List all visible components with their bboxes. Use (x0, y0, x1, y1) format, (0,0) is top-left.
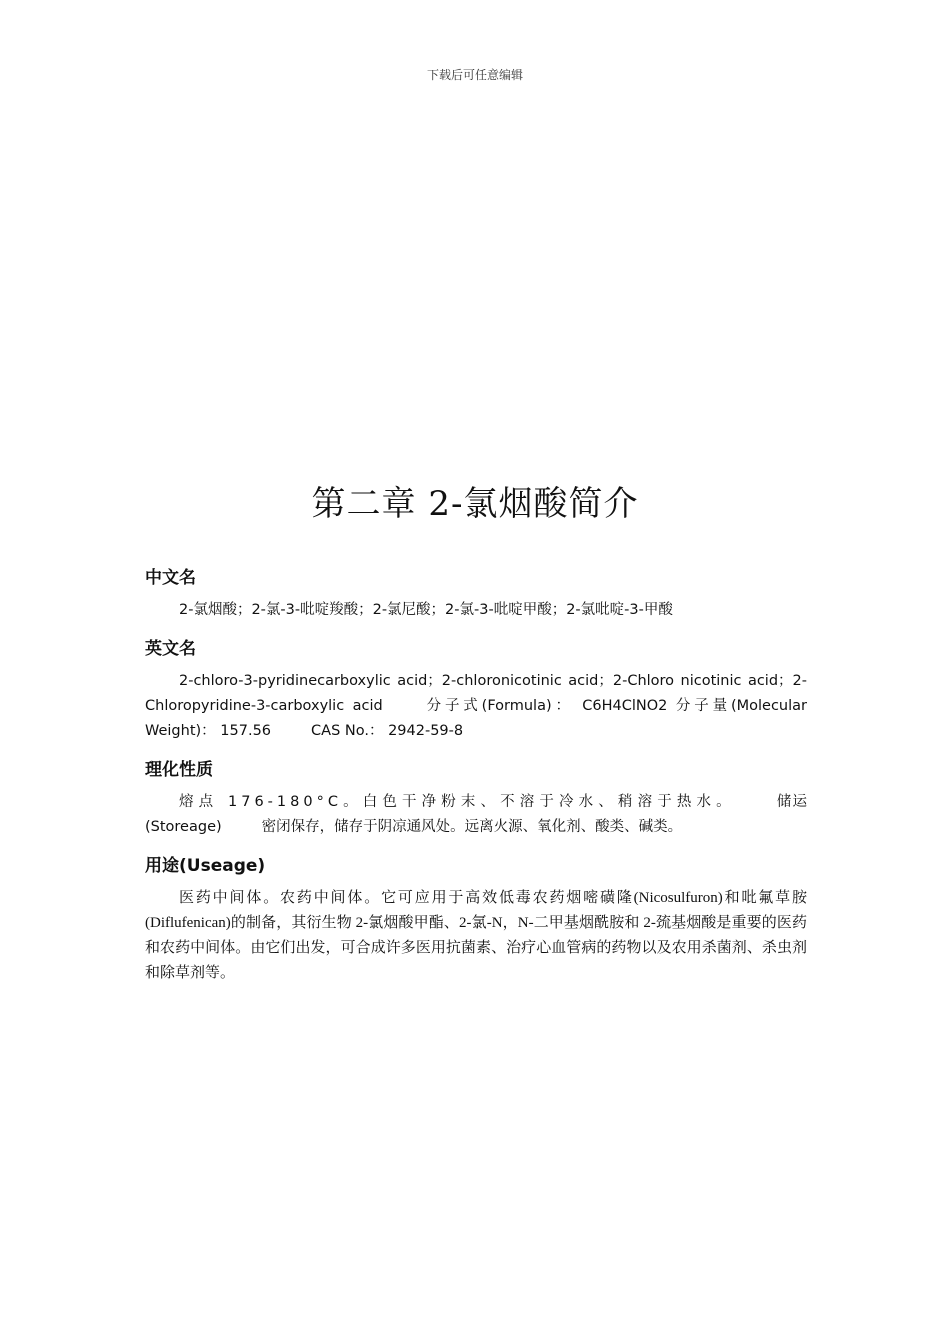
chapter-title: 第二章 2-氯烟酸简介 (311, 484, 639, 524)
page-header: 下载后可任意编辑 (426, 68, 523, 82)
formula-text: 分子式(Formula)： C6H4ClNO2 (422, 698, 668, 714)
document-body (145, 566, 807, 1000)
usage-text: 医药中间体。农药中间体。它可应用于高效低毒农药烟嘧磺隆(Nicosulfuron)和吡氟草胺(Diflufenican)的制备，其衍生物 2-氯烟酸甲酯、2-氯-N，N-二甲基烟酰胺和 2-巯基烟酸是重要的医药和农药中间体。由它们出发，可合成许多医用抗菌素、治疗心血管病的药物以及农用杀菌剂、杀虫剂和除草剂等。 (145, 890, 807, 981)
section-heading-properties: 理化性质 (145, 760, 213, 780)
section-heading-english-name: 英文名 (145, 639, 196, 659)
storage-label: 储运(Storeage) (145, 794, 807, 835)
section-heading-chinese-name: 中文名 (145, 568, 196, 588)
molecular-weight-text: 分子量(Molecular Weight)： 157.56 (145, 698, 807, 739)
properties-text: 熔点 176-180°C。白色干净粉末、不溶于冷水、稍溶于热水。 (179, 794, 736, 810)
properties-paragraph (145, 790, 807, 840)
english-names-text: 2-chloro-3-pyridinecarboxylic acid；2-chloronicotinic acid；2-Chloro nicotinic acid；2-Chloropyridine-3-carboxylic acid (145, 673, 807, 714)
english-name-paragraph (145, 669, 807, 744)
cas-number-text: CAS No.： 2942-59-8 (311, 723, 464, 739)
section-heading-usage: 用途(Useage) (145, 856, 266, 876)
chinese-name-text: 2-氯烟酸；2-氯-3-吡啶羧酸；2-氯尼酸；2-氯-3-吡啶甲酸；2-氯吡啶-3-甲酸 (179, 602, 673, 618)
storage-text: 密闭保存，储存于阴凉通风处。远离火源、氧化剂、酸类、碱类。 (261, 819, 683, 835)
